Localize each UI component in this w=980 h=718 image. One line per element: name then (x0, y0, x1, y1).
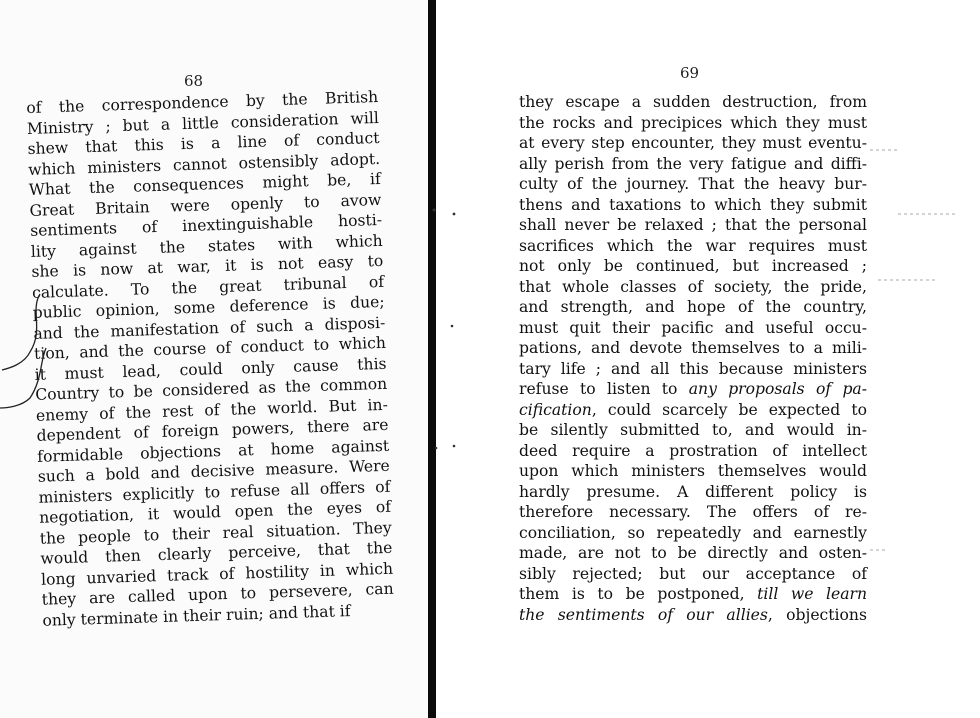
text-line: shew that this is a line of conduct (27, 128, 380, 158)
right-page-number: 69 (680, 64, 700, 82)
right-page-text (519, 92, 867, 625)
text-line: calculate. To the great tribunal of (31, 272, 385, 302)
italic-fragment: cification (519, 400, 592, 419)
text-line: only terminate in their ruin; and that if (42, 601, 351, 630)
text-line-with-italic (519, 584, 867, 605)
text-line: Great Britain were openly to avow (29, 190, 382, 220)
text-line: hardly presume. A different policy is (519, 482, 867, 501)
text-line: which ministers cannot ostensibly adopt. (27, 149, 381, 179)
text-line: therefore necessary. The offers of re- (519, 503, 867, 521)
text-fragment: , could scarcely be expected to (591, 400, 867, 419)
text-line: lity against the states with which (30, 231, 383, 261)
left-page-text (26, 87, 395, 631)
text-line: conciliation, so repeatedly and earnestly (519, 523, 867, 542)
text-line: shall never be relaxed ; that the personal (519, 216, 867, 234)
text-line: not only be continued, but increased ; (519, 257, 867, 275)
text-line: long unvaried track of hostility in which (40, 559, 394, 589)
text-line: that whole classes of society, the pride, (519, 277, 867, 296)
text-line: thens and taxations to which they submit (519, 195, 867, 214)
text-line: culty of the journey. That the heavy bur- (519, 175, 867, 193)
italic-fragment: till we learn (757, 585, 868, 603)
text-line: sibly rejected; but our acceptance of (519, 564, 867, 583)
text-line: would then clearly perceive, that the (40, 538, 393, 568)
text-line: ally perish from the very fatigue and diffi- (519, 154, 867, 173)
text-line: negotiation, it would open the eyes of (38, 497, 392, 527)
text-line-with-italic (519, 605, 867, 626)
text-line-with-italic (519, 400, 867, 421)
text-line: Ministry ; but a little consideration will (26, 108, 380, 138)
text-line: sentiments of inextinguishable hosti- (29, 210, 383, 240)
text-line: Country to be considered as the common (35, 374, 388, 404)
margin-smudge-lines (868, 130, 968, 570)
text-fragment: , objections (767, 605, 867, 624)
text-line: tion, and the course of conduct to which (33, 333, 387, 363)
handwritten-margin-bracket (0, 290, 70, 420)
text-line: the rocks and precipices which they must (519, 113, 867, 132)
text-line: of the correspondence by the British (26, 87, 379, 117)
italic-fragment: any proposals of pa- (688, 380, 867, 398)
text-line: be silently submitted to, and would in- (519, 421, 867, 439)
text-line: must quit their pacific and useful occu- (519, 318, 867, 337)
text-line: deed require a prostration of intellect (519, 441, 867, 460)
text-fragment: them is to be postponed, (519, 585, 758, 603)
text-line: dependent of foreign powers, there are (36, 415, 389, 445)
text-line: and strength, and hope of the country, (519, 298, 867, 316)
text-line: enemy of the rest of the world. But in- (35, 395, 389, 425)
text-line: pations, and devote themselves to a mili- (519, 339, 867, 357)
text-line: such a bold and decisive measure. Were (37, 456, 391, 486)
text-line: the people to their real situation. They (39, 518, 392, 548)
text-line: she is now at war, it is not easy to (31, 251, 384, 281)
text-line: upon which ministers themselves would (519, 462, 867, 480)
text-line: they are called upon to persevere, can (41, 579, 394, 609)
text-line: public opinion, some deference is due; (32, 292, 385, 322)
page-specks (428, 200, 468, 460)
text-line: ministers explicitly to refuse all offers of (38, 477, 391, 507)
left-page-number: 68 (184, 72, 204, 90)
text-line: it must lead, could only cause this (34, 354, 387, 384)
italic-fragment: the sentiments of our allies (519, 605, 768, 624)
text-fragment: refuse to listen to (519, 380, 689, 398)
text-line: made, are not to be directly and osten- (519, 544, 867, 562)
text-line: What the consequences might be, if (28, 169, 381, 199)
text-line: and the manifestation of such a disposi- (33, 313, 386, 343)
text-line-with-italic (519, 379, 867, 400)
text-line: tary life ; and all this because ministers (519, 359, 867, 378)
text-line: formidable objections at home against (36, 436, 390, 466)
text-line: sacrifices which the war requires must (519, 236, 867, 255)
text-line: they escape a sudden destruction, from (519, 93, 867, 111)
text-line: at every step encounter, they must eventu- (519, 134, 867, 152)
